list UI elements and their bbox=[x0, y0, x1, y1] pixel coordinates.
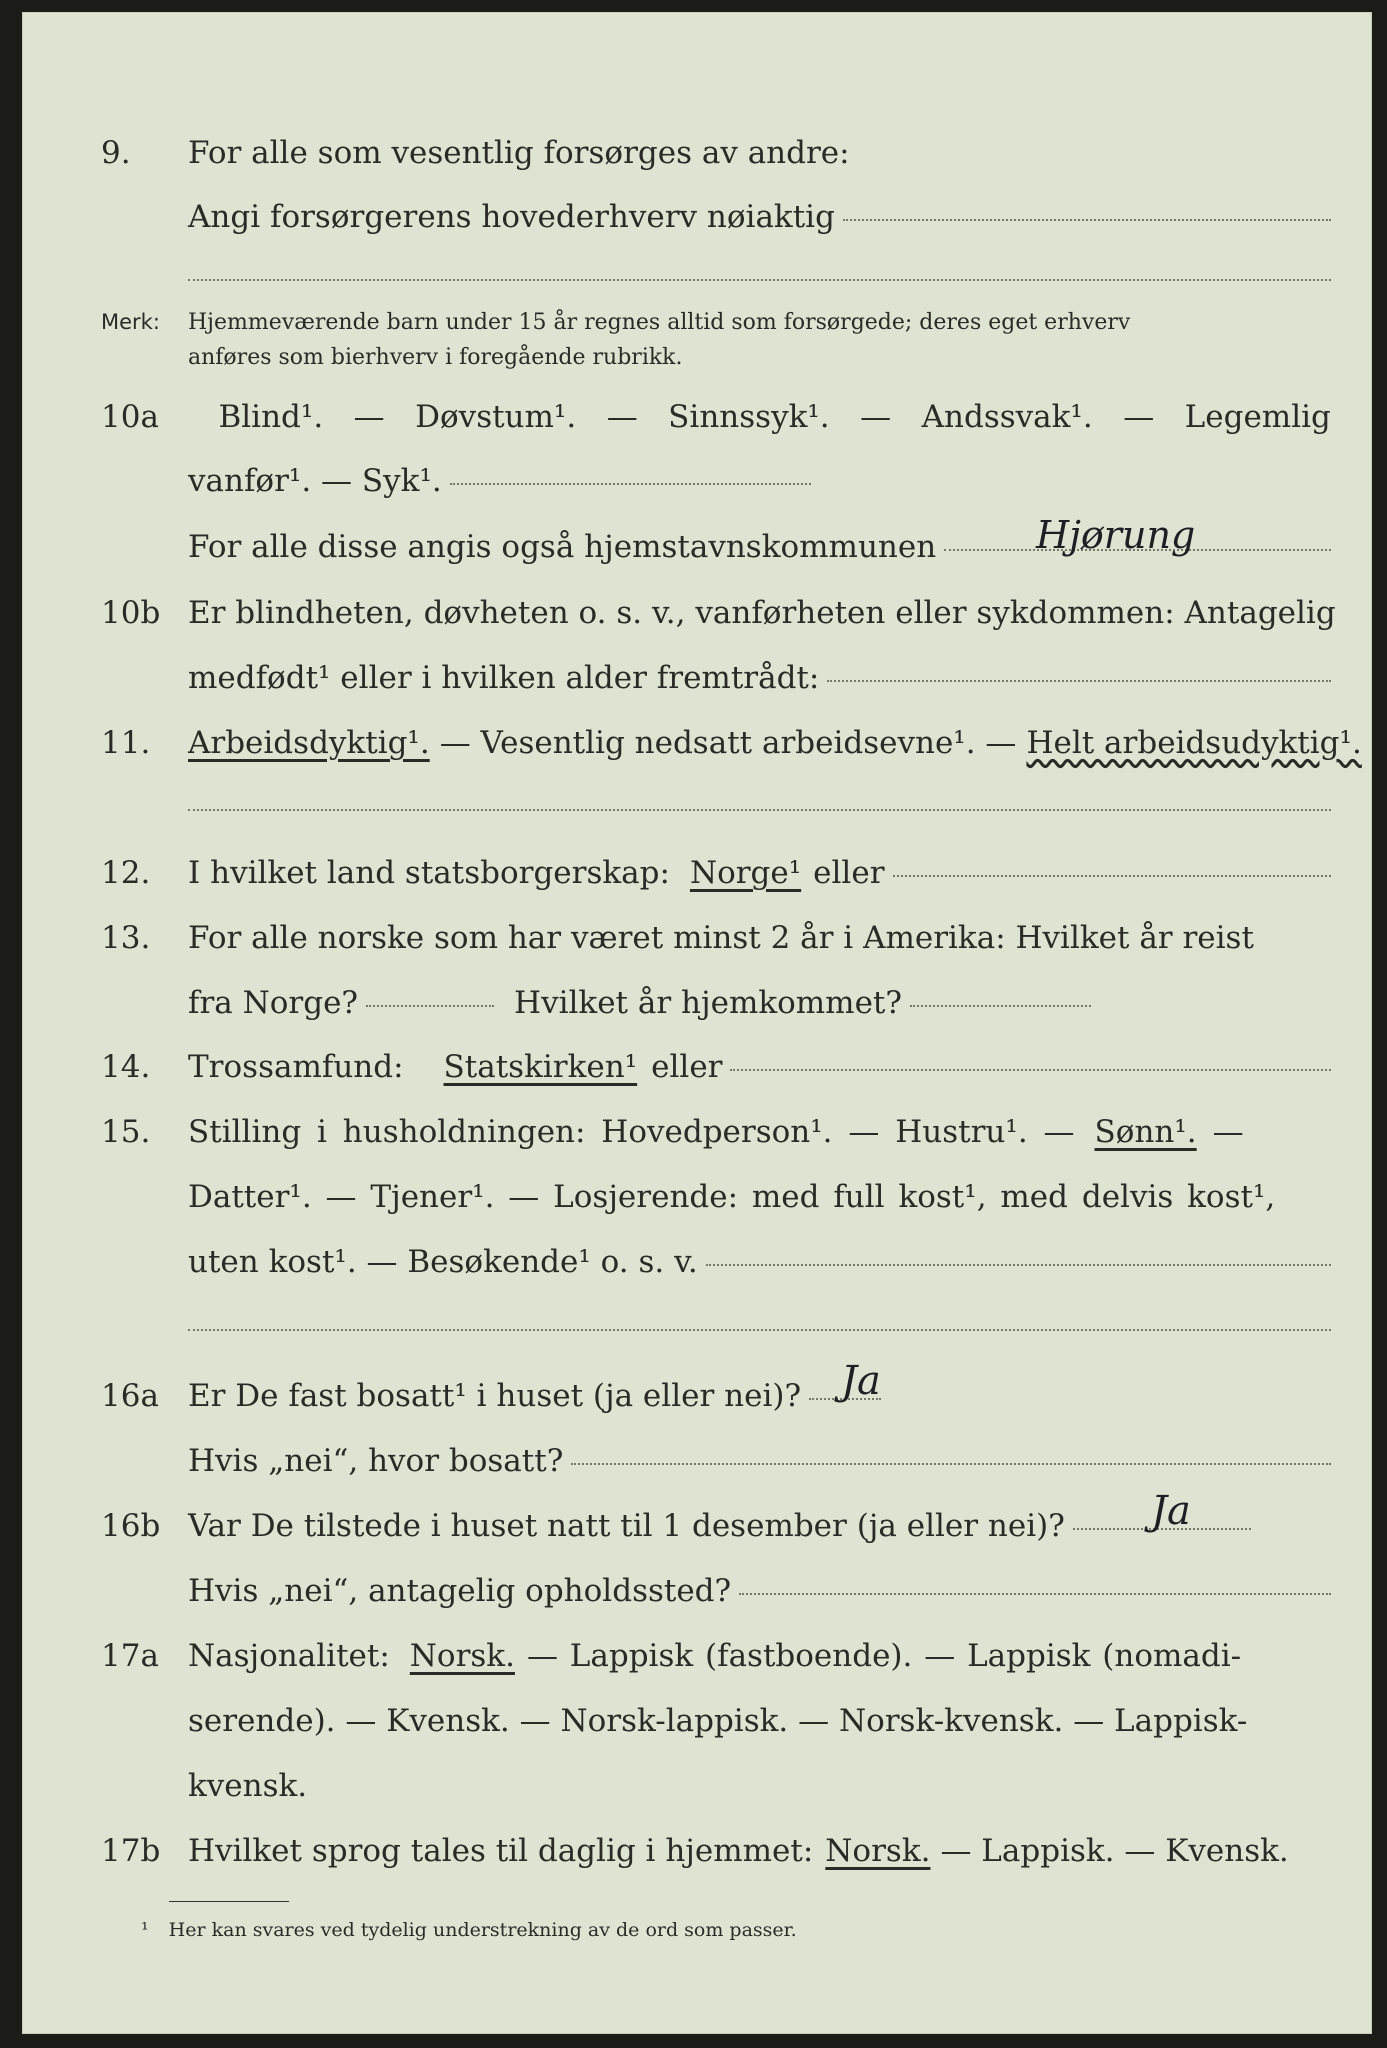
question-13-line1 bbox=[101, 918, 1331, 958]
question-text: Hvilket år hjemkommet? bbox=[514, 985, 903, 1021]
option-norsk[interactable]: Norsk. bbox=[825, 1833, 931, 1869]
question-text: — Lappisk. — Kvensk. bbox=[940, 1833, 1289, 1869]
question-text: Hvilket sprog tales til daglig i hjemmet: bbox=[188, 1833, 814, 1869]
question-10a-line1 bbox=[101, 397, 1331, 437]
answer-line[interactable] bbox=[188, 809, 1331, 811]
question-number: 14. bbox=[101, 1049, 151, 1085]
option-dovstum[interactable]: Døvstum¹. bbox=[415, 399, 577, 435]
question-text: Stilling i husholdningen: Hovedperson¹. — Hustru¹. — bbox=[188, 1114, 1075, 1150]
note-label: Merk: bbox=[101, 310, 160, 334]
question-text: — Lappisk (fastboende). — Lappisk (nomadi- bbox=[526, 1638, 1242, 1674]
handwritten-answer-16a: Ja bbox=[841, 1358, 881, 1404]
option-vanfor-syk[interactable]: vanfør¹. — Syk¹. bbox=[188, 463, 442, 499]
question-text: Hvis „nei“, antagelig opholdssted? bbox=[188, 1573, 732, 1609]
footnote-text: Her kan svares ved tydelig understrekning av de ord som passer. bbox=[168, 1919, 797, 1941]
option-andssvak[interactable]: Andssvak¹. bbox=[921, 399, 1093, 435]
question-15-line2 bbox=[101, 1177, 1331, 1217]
dash: — bbox=[860, 399, 892, 435]
handwritten-hjemstavnskommune: Hjørung bbox=[1036, 513, 1196, 557]
question-15-line1 bbox=[101, 1112, 1331, 1152]
question-text: eller bbox=[813, 855, 885, 891]
question-text: medfødt¹ eller i hvilken alder fremtrådt: bbox=[188, 660, 820, 696]
question-text: Angi forsørgerens hovederhverv nøiaktig bbox=[188, 199, 835, 235]
question-text: For alle disse angis også hjemstavnskommunen bbox=[188, 529, 937, 565]
option-norge[interactable]: Norge¹ bbox=[689, 855, 802, 891]
question-14 bbox=[101, 1047, 1331, 1087]
question-16a-line1 bbox=[101, 1376, 881, 1416]
question-number: 11. bbox=[101, 725, 151, 761]
census-form-page bbox=[22, 12, 1372, 2034]
question-17a-line3 bbox=[101, 1766, 1331, 1806]
answer-field[interactable] bbox=[706, 1264, 1331, 1266]
hjemkommet-year-field[interactable] bbox=[910, 1005, 1091, 1007]
question-text: For alle som vesentlig forsørges av andre: bbox=[188, 135, 850, 171]
dash: — bbox=[606, 399, 638, 435]
question-text: fra Norge? bbox=[188, 985, 359, 1021]
footnote-mark: ¹ bbox=[141, 1919, 149, 1941]
question-number: 15. bbox=[101, 1114, 151, 1150]
option-statskirken[interactable]: Statskirken¹ bbox=[443, 1049, 638, 1085]
question-15-line3 bbox=[101, 1242, 1331, 1282]
question-9-line1 bbox=[101, 133, 1331, 173]
option-arbeidsdyktig[interactable]: Arbeidsdyktig¹. bbox=[188, 725, 430, 761]
question-text: Er blindheten, døvheten o. s. v., vanførheten eller sykdommen: Antagelig bbox=[188, 595, 1336, 631]
question-number: 10b bbox=[101, 595, 161, 631]
dash: — bbox=[353, 399, 385, 435]
question-text: Trossamfund: bbox=[188, 1049, 404, 1085]
option-blind[interactable]: Blind¹. bbox=[218, 399, 324, 435]
question-text: kvensk. bbox=[188, 1768, 308, 1804]
question-text: eller bbox=[651, 1049, 723, 1085]
question-text: Var De tilstede i huset natt til 1 desember (ja eller nei)? bbox=[188, 1508, 1065, 1544]
handwritten-answer-16b: Ja bbox=[1151, 1488, 1191, 1534]
question-number: 9. bbox=[101, 135, 131, 171]
question-17a-line1 bbox=[101, 1636, 1331, 1676]
question-number: 12. bbox=[101, 855, 151, 891]
question-10a-line2 bbox=[101, 461, 811, 501]
answer-field[interactable] bbox=[739, 1593, 1331, 1595]
reist-year-field[interactable] bbox=[366, 1005, 494, 1007]
question-17b bbox=[101, 1831, 1331, 1871]
question-16b-line2 bbox=[101, 1571, 1331, 1611]
question-number: 17a bbox=[101, 1638, 159, 1674]
question-text: Er De fast bosatt¹ i huset (ja eller nei)? bbox=[188, 1378, 802, 1414]
question-text: Datter¹. — Tjener¹. — Losjerende: med full kost¹, med delvis kost¹, bbox=[188, 1179, 1276, 1215]
option-sonn[interactable]: Sønn¹. bbox=[1094, 1114, 1197, 1150]
option-sinnssyk[interactable]: Sinnssyk¹. bbox=[668, 399, 830, 435]
question-text: Nasjonalitet: bbox=[188, 1638, 390, 1674]
note-line2: anføres som bierhverv i foregående rubrikk. bbox=[188, 345, 683, 370]
question-12 bbox=[101, 853, 1331, 893]
answer-field[interactable] bbox=[450, 483, 811, 485]
footnote bbox=[141, 1919, 797, 1941]
answer-line[interactable] bbox=[188, 279, 1331, 281]
question-10b-line1 bbox=[101, 593, 1336, 633]
question-text: I hvilket land statsborgerskap: bbox=[188, 855, 670, 891]
answer-field[interactable] bbox=[843, 219, 1331, 221]
question-17a-line2 bbox=[101, 1701, 1331, 1741]
question-9-line2 bbox=[101, 197, 1331, 237]
answer-field[interactable] bbox=[893, 875, 1331, 877]
question-text: uten kost¹. — Besøkende¹ o. s. v. bbox=[188, 1244, 698, 1280]
question-10b-line2 bbox=[101, 658, 1331, 698]
question-text: serende). — Kvensk. — Norsk-lappisk. — Norsk-kvensk. — Lappisk- bbox=[188, 1703, 1248, 1739]
dash: — bbox=[1123, 399, 1155, 435]
question-number: 16a bbox=[101, 1378, 159, 1414]
question-number: 16b bbox=[101, 1508, 161, 1544]
question-number: 10a bbox=[101, 399, 159, 435]
question-16b-line1 bbox=[101, 1506, 1251, 1546]
footnote-rule bbox=[169, 1901, 289, 1902]
answer-line[interactable] bbox=[188, 1329, 1331, 1331]
question-text: For alle norske som har været minst 2 år i Amerika: Hvilket år reist bbox=[188, 920, 1254, 956]
question-number: 13. bbox=[101, 920, 151, 956]
question-number: 17b bbox=[101, 1833, 161, 1869]
question-13-line2 bbox=[101, 983, 1091, 1023]
note-text: Hjemmeværende barn under 15 år regnes alltid som forsørgede; deres eget erhverv bbox=[188, 310, 1131, 335]
answer-field[interactable] bbox=[730, 1069, 1331, 1071]
question-11 bbox=[101, 723, 1362, 763]
answer-field[interactable] bbox=[571, 1463, 1331, 1465]
note-line1 bbox=[101, 305, 1331, 340]
dash: — bbox=[1212, 1114, 1244, 1150]
option-norsk[interactable]: Norsk. bbox=[409, 1638, 515, 1674]
question-text: Hvis „nei“, hvor bosatt? bbox=[188, 1443, 564, 1479]
option-nedsatt-arbeidsevne[interactable]: — Vesentlig nedsatt arbeidsevne¹. — bbox=[439, 725, 1017, 761]
option-helt-arbeidsudyktig[interactable]: Helt arbeidsudyktig¹. bbox=[1026, 725, 1362, 761]
option-legemlig[interactable]: Legemlig bbox=[1184, 399, 1331, 435]
question-16a-line2 bbox=[101, 1441, 1331, 1481]
answer-field[interactable] bbox=[827, 680, 1331, 682]
